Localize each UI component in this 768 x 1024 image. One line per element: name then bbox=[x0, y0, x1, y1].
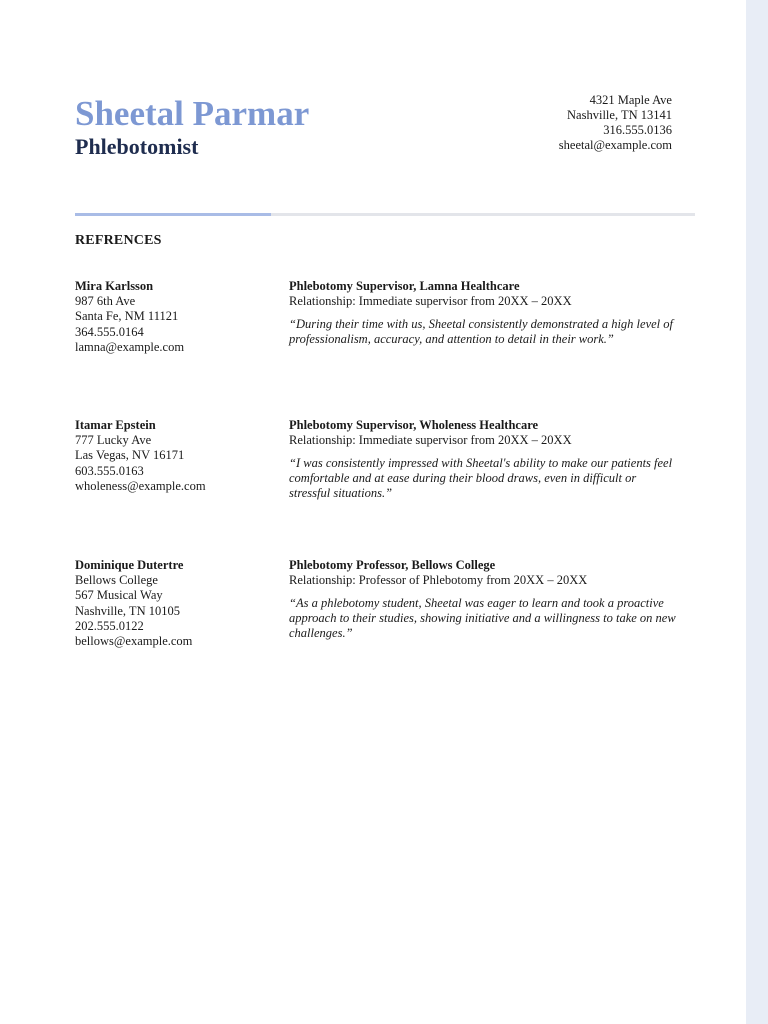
reference-quote: “I was consistently impressed with Sheetal's ability to make our patients feel comfortable and at ease during their blood draws, even in difficult or stressful situations.” bbox=[289, 456, 673, 501]
header-divider-accent bbox=[75, 213, 271, 216]
reference-name: Mira Karlsson bbox=[75, 279, 154, 293]
contact-email: sheetal@example.com bbox=[558, 138, 672, 152]
reference-quote: “As a phlebotomy student, Sheetal was eager to learn and took a proactive approach to their studies, showing initiative and a willingness to take on new challenges.” bbox=[289, 596, 676, 641]
reference-line: wholeness@example.com bbox=[75, 478, 206, 493]
reference-line: 567 Musical Way bbox=[75, 588, 163, 603]
reference-details bbox=[289, 279, 679, 347]
header-divider bbox=[75, 213, 695, 216]
window-side-panel bbox=[746, 0, 768, 1024]
contact-address: 4321 Maple Ave bbox=[589, 93, 672, 107]
reference-contact bbox=[75, 558, 275, 649]
person-name: Sheetal Parmar bbox=[75, 94, 310, 133]
reference-quote: “During their time with us, Sheetal consistently demonstrated a high level of professionalism, accuracy, and attention to detail in their work.” bbox=[289, 317, 673, 347]
reference-relationship: Relationship: Professor of Phlebotomy from 20XX – 20XX bbox=[289, 573, 588, 588]
reference-line: Nashville, TN 10105 bbox=[75, 603, 180, 618]
reference-line: 777 Lucky Ave bbox=[75, 433, 152, 448]
contact-city: Nashville, TN 13141 bbox=[567, 108, 672, 122]
reference-line: 603.555.0163 bbox=[75, 463, 144, 478]
reference-relationship: Relationship: Immediate supervisor from 20XX – 20XX bbox=[289, 433, 572, 448]
reference-line: Bellows College bbox=[75, 573, 158, 588]
reference-name: Dominique Dutertre bbox=[75, 558, 184, 572]
reference-line: Las Vegas, NV 16171 bbox=[75, 448, 185, 463]
section-heading: REFRENCES bbox=[75, 233, 162, 248]
reference-contact bbox=[75, 418, 275, 494]
reference-line: 364.555.0164 bbox=[75, 324, 144, 339]
reference-relationship: Relationship: Immediate supervisor from 20XX – 20XX bbox=[289, 294, 572, 309]
reference-line: 202.555.0122 bbox=[75, 618, 144, 633]
contact-block bbox=[559, 93, 672, 153]
reference-role: Phlebotomy Supervisor, Wholeness Healthcare bbox=[289, 418, 539, 432]
reference-details bbox=[289, 558, 679, 641]
reference-role: Phlebotomy Supervisor, Lamna Healthcare bbox=[289, 279, 520, 293]
reference-role: Phlebotomy Professor, Bellows College bbox=[289, 558, 496, 572]
reference-line: bellows@example.com bbox=[75, 634, 193, 649]
reference-details bbox=[289, 418, 679, 501]
reference-line: lamna@example.com bbox=[75, 339, 185, 354]
reference-contact bbox=[75, 279, 275, 355]
reference-name: Itamar Epstein bbox=[75, 418, 156, 432]
reference-line: 987 6th Ave bbox=[75, 294, 136, 309]
job-title: Phlebotomist bbox=[75, 134, 199, 159]
reference-line: Santa Fe, NM 11121 bbox=[75, 309, 179, 324]
contact-phone: 316.555.0136 bbox=[603, 123, 672, 137]
